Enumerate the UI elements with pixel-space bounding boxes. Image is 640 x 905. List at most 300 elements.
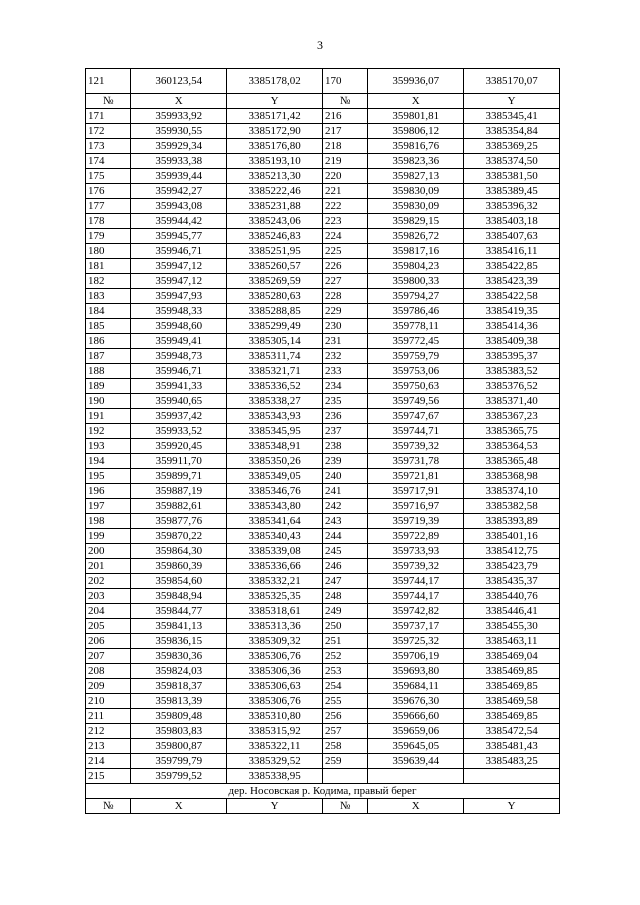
y-coordinate: 3385469,85 [464, 664, 560, 679]
header-x: X [131, 799, 227, 814]
x-coordinate: 359920,45 [131, 439, 227, 454]
x-coordinate: 359948,33 [131, 304, 227, 319]
header-y: Y [227, 799, 323, 814]
point-number: 207 [86, 649, 131, 664]
point-number: 192 [86, 424, 131, 439]
y-coordinate: 3385409,38 [464, 334, 560, 349]
x-coordinate: 359816,76 [368, 139, 464, 154]
point-number: 237 [322, 424, 367, 439]
y-coordinate: 3385412,75 [464, 544, 560, 559]
x-coordinate: 359801,81 [368, 109, 464, 124]
point-number: 175 [86, 169, 131, 184]
point-number: 203 [86, 589, 131, 604]
point-number: 172 [86, 124, 131, 139]
y-coordinate: 3385382,58 [464, 499, 560, 514]
x-coordinate: 359742,82 [368, 604, 464, 619]
y-coordinate: 3385176,80 [227, 139, 323, 154]
point-number: 238 [322, 439, 367, 454]
point-number: 259 [322, 754, 367, 769]
x-coordinate: 359946,71 [131, 364, 227, 379]
x-coordinate: 359639,44 [368, 754, 464, 769]
x-coordinate: 359827,13 [368, 169, 464, 184]
x-coordinate: 359848,94 [131, 589, 227, 604]
table-row [86, 349, 560, 364]
table-row [86, 289, 560, 304]
y-coordinate: 3385222,46 [227, 184, 323, 199]
y-coordinate: 3385374,10 [464, 484, 560, 499]
y-coordinate: 3385469,58 [464, 694, 560, 709]
y-coordinate: 3385269,59 [227, 274, 323, 289]
table-header-row [86, 94, 560, 109]
x-coordinate: 359717,91 [368, 484, 464, 499]
point-number: 190 [86, 394, 131, 409]
point-number: 216 [322, 109, 367, 124]
point-number: 257 [322, 724, 367, 739]
point-number: 245 [322, 544, 367, 559]
table-row [86, 679, 560, 694]
point-number: 233 [322, 364, 367, 379]
y-coordinate: 3385423,79 [464, 559, 560, 574]
y-coordinate: 3385481,43 [464, 739, 560, 754]
x-coordinate: 359719,39 [368, 514, 464, 529]
point-number: 230 [322, 319, 367, 334]
x-coordinate: 359948,73 [131, 349, 227, 364]
point-number: 183 [86, 289, 131, 304]
table-row [86, 139, 560, 154]
x-coordinate: 359747,67 [368, 409, 464, 424]
point-number: 222 [322, 199, 367, 214]
x-coordinate: 359772,45 [368, 334, 464, 349]
x-coordinate: 359841,13 [131, 619, 227, 634]
point-number: 242 [322, 499, 367, 514]
y-coordinate: 3385339,08 [227, 544, 323, 559]
x-coordinate: 359882,61 [131, 499, 227, 514]
table-row [86, 499, 560, 514]
y-coordinate: 3385251,95 [227, 244, 323, 259]
x-coordinate: 359899,71 [131, 469, 227, 484]
table-row [86, 454, 560, 469]
x-coordinate: 359823,36 [368, 154, 464, 169]
table-row [86, 604, 560, 619]
table-row [86, 649, 560, 664]
table-row [86, 364, 560, 379]
table-row [86, 409, 560, 424]
x-coordinate: 359887,19 [131, 484, 227, 499]
y-coordinate: 3385280,63 [227, 289, 323, 304]
point-number: 228 [322, 289, 367, 304]
point-number: 236 [322, 409, 367, 424]
point-number: 176 [86, 184, 131, 199]
point-number: 189 [86, 379, 131, 394]
y-coordinate: 3385349,05 [227, 469, 323, 484]
y-coordinate: 3385325,35 [227, 589, 323, 604]
y-coordinate: 3385403,18 [464, 214, 560, 229]
x-coordinate: 359725,32 [368, 634, 464, 649]
y-coordinate: 3385171,42 [227, 109, 323, 124]
x-coordinate: 359911,70 [131, 454, 227, 469]
table-footer-header-row [86, 799, 560, 814]
y-coordinate: 3385419,35 [464, 304, 560, 319]
table-row [86, 559, 560, 574]
point-number: 249 [322, 604, 367, 619]
y-coordinate: 3385407,63 [464, 229, 560, 244]
y-coordinate: 3385310,80 [227, 709, 323, 724]
table-row [86, 244, 560, 259]
y-coordinate: 3385414,36 [464, 319, 560, 334]
x-coordinate: 359759,79 [368, 349, 464, 364]
coordinates-table [85, 68, 560, 814]
y-coordinate: 3385393,89 [464, 514, 560, 529]
x-coordinate: 359744,17 [368, 589, 464, 604]
table-row [86, 469, 560, 484]
point-number: 254 [322, 679, 367, 694]
y-coordinate: 3385389,45 [464, 184, 560, 199]
y-coordinate: 3385332,21 [227, 574, 323, 589]
table-row [86, 544, 560, 559]
y-coordinate: 3385345,41 [464, 109, 560, 124]
y-coordinate: 3385354,84 [464, 124, 560, 139]
point-number: 235 [322, 394, 367, 409]
y-coordinate: 3385396,32 [464, 199, 560, 214]
x-coordinate: 359945,77 [131, 229, 227, 244]
point-number: 231 [322, 334, 367, 349]
point-number: 258 [322, 739, 367, 754]
y-coordinate: 3385305,14 [227, 334, 323, 349]
x-coordinate: 359948,60 [131, 319, 227, 334]
point-number: 252 [322, 649, 367, 664]
x-coordinate: 359946,71 [131, 244, 227, 259]
x-coordinate: 359933,92 [131, 109, 227, 124]
y-coordinate: 3385446,41 [464, 604, 560, 619]
table-row [86, 619, 560, 634]
header-y: Y [227, 94, 323, 109]
point-number: 196 [86, 484, 131, 499]
x-coordinate: 359933,38 [131, 154, 227, 169]
y-coordinate: 3385246,83 [227, 229, 323, 244]
y-coordinate: 3385381,50 [464, 169, 560, 184]
x-coordinate: 359666,60 [368, 709, 464, 724]
x-coordinate: 359844,77 [131, 604, 227, 619]
point-number: 173 [86, 139, 131, 154]
y-coordinate: 3385311,74 [227, 349, 323, 364]
table-row [86, 274, 560, 289]
table-row [86, 769, 560, 784]
y-coordinate: 3385472,54 [464, 724, 560, 739]
y-coordinate: 3385340,43 [227, 529, 323, 544]
x-coordinate: 359744,71 [368, 424, 464, 439]
y-coordinate: 3385243,06 [227, 214, 323, 229]
y-coordinate: 3385170,07 [464, 69, 560, 94]
x-coordinate: 359750,63 [368, 379, 464, 394]
point-number: 225 [322, 244, 367, 259]
y-coordinate: 3385336,52 [227, 379, 323, 394]
table-row [86, 184, 560, 199]
x-coordinate: 359947,93 [131, 289, 227, 304]
point-number: 232 [322, 349, 367, 364]
table-row [86, 169, 560, 184]
point-number: 170 [322, 69, 367, 94]
y-coordinate: 3385306,76 [227, 649, 323, 664]
y-coordinate: 3385288,85 [227, 304, 323, 319]
point-number: 171 [86, 109, 131, 124]
table-row [86, 229, 560, 244]
table-row [86, 109, 560, 124]
table-row [86, 664, 560, 679]
x-coordinate: 359799,52 [131, 769, 227, 784]
page-number: 3 [317, 38, 323, 52]
table-row [86, 424, 560, 439]
x-coordinate: 359939,44 [131, 169, 227, 184]
y-coordinate: 3385416,11 [464, 244, 560, 259]
x-coordinate: 359947,12 [131, 274, 227, 289]
point-number: 121 [86, 69, 131, 94]
point-number: 253 [322, 664, 367, 679]
y-coordinate: 3385322,11 [227, 739, 323, 754]
point-number: 187 [86, 349, 131, 364]
x-coordinate: 359800,33 [368, 274, 464, 289]
x-coordinate: 359722,89 [368, 529, 464, 544]
header-number: № [322, 94, 367, 109]
x-coordinate: 359659,06 [368, 724, 464, 739]
table-row [86, 754, 560, 769]
y-coordinate: 3385368,98 [464, 469, 560, 484]
x-coordinate: 360123,54 [131, 69, 227, 94]
point-number: 200 [86, 544, 131, 559]
point-number: 188 [86, 364, 131, 379]
x-coordinate: 359944,42 [131, 214, 227, 229]
table-row [86, 319, 560, 334]
point-number: 243 [322, 514, 367, 529]
y-coordinate: 3385367,23 [464, 409, 560, 424]
y-coordinate: 3385329,52 [227, 754, 323, 769]
x-coordinate: 359817,16 [368, 244, 464, 259]
y-coordinate: 3385345,95 [227, 424, 323, 439]
table-row [86, 439, 560, 454]
x-coordinate [368, 769, 464, 784]
point-number: 218 [322, 139, 367, 154]
point-number: 177 [86, 199, 131, 214]
y-coordinate: 3385313,36 [227, 619, 323, 634]
x-coordinate: 359929,34 [131, 139, 227, 154]
point-number: 221 [322, 184, 367, 199]
table-row [86, 529, 560, 544]
x-coordinate: 359737,17 [368, 619, 464, 634]
y-coordinate: 3385365,75 [464, 424, 560, 439]
point-number: 229 [322, 304, 367, 319]
point-number: 208 [86, 664, 131, 679]
x-coordinate: 359836,15 [131, 634, 227, 649]
point-number: 195 [86, 469, 131, 484]
point-number: 205 [86, 619, 131, 634]
point-number: 248 [322, 589, 367, 604]
table-row [86, 394, 560, 409]
point-number: 211 [86, 709, 131, 724]
point-number: 255 [322, 694, 367, 709]
x-coordinate: 359830,09 [368, 199, 464, 214]
table-row [86, 304, 560, 319]
point-number: 250 [322, 619, 367, 634]
y-coordinate: 3385231,88 [227, 199, 323, 214]
x-coordinate: 359870,22 [131, 529, 227, 544]
table-row [86, 724, 560, 739]
y-coordinate: 3385455,30 [464, 619, 560, 634]
x-coordinate: 359864,30 [131, 544, 227, 559]
x-coordinate: 359778,11 [368, 319, 464, 334]
point-number: 219 [322, 154, 367, 169]
header-number: № [86, 94, 131, 109]
x-coordinate: 359799,79 [131, 754, 227, 769]
x-coordinate: 359733,93 [368, 544, 464, 559]
header-y: Y [464, 94, 560, 109]
point-number: 214 [86, 754, 131, 769]
header-number: № [86, 799, 131, 814]
y-coordinate: 3385338,95 [227, 769, 323, 784]
point-number: 246 [322, 559, 367, 574]
point-number: 206 [86, 634, 131, 649]
x-coordinate: 359877,76 [131, 514, 227, 529]
x-coordinate: 359645,05 [368, 739, 464, 754]
section-title: дер. Носовская р. Кодима, правый берег [86, 784, 560, 799]
point-number: 256 [322, 709, 367, 724]
point-number: 223 [322, 214, 367, 229]
point-number [322, 769, 367, 784]
y-coordinate: 3385213,30 [227, 169, 323, 184]
header-x: X [368, 94, 464, 109]
y-coordinate: 3385435,37 [464, 574, 560, 589]
x-coordinate: 359684,11 [368, 679, 464, 694]
y-coordinate: 3385315,92 [227, 724, 323, 739]
x-coordinate: 359676,30 [368, 694, 464, 709]
y-coordinate: 3385469,85 [464, 709, 560, 724]
y-coordinate: 3385343,80 [227, 499, 323, 514]
point-number: 181 [86, 259, 131, 274]
y-coordinate: 3385260,57 [227, 259, 323, 274]
point-number: 234 [322, 379, 367, 394]
point-number: 191 [86, 409, 131, 424]
y-coordinate: 3385306,76 [227, 694, 323, 709]
x-coordinate: 359933,52 [131, 424, 227, 439]
y-coordinate: 3385348,91 [227, 439, 323, 454]
point-number: 241 [322, 484, 367, 499]
point-number: 227 [322, 274, 367, 289]
x-coordinate: 359941,33 [131, 379, 227, 394]
y-coordinate: 3385343,93 [227, 409, 323, 424]
point-number: 215 [86, 769, 131, 784]
y-coordinate: 3385423,39 [464, 274, 560, 289]
y-coordinate: 3385364,53 [464, 439, 560, 454]
x-coordinate: 359830,09 [368, 184, 464, 199]
x-coordinate: 359860,39 [131, 559, 227, 574]
y-coordinate: 3385374,50 [464, 154, 560, 169]
x-coordinate: 359829,15 [368, 214, 464, 229]
point-number: 209 [86, 679, 131, 694]
header-x: X [368, 799, 464, 814]
x-coordinate: 359949,41 [131, 334, 227, 349]
x-coordinate: 359804,23 [368, 259, 464, 274]
section-row [86, 784, 560, 799]
header-y: Y [464, 799, 560, 814]
point-number: 194 [86, 454, 131, 469]
y-coordinate: 3385383,52 [464, 364, 560, 379]
y-coordinate: 3385346,76 [227, 484, 323, 499]
x-coordinate: 359813,39 [131, 694, 227, 709]
point-number: 239 [322, 454, 367, 469]
point-number: 198 [86, 514, 131, 529]
y-coordinate: 3385463,11 [464, 634, 560, 649]
x-coordinate: 359942,27 [131, 184, 227, 199]
x-coordinate: 359800,87 [131, 739, 227, 754]
table-row [86, 694, 560, 709]
point-number: 174 [86, 154, 131, 169]
point-number: 186 [86, 334, 131, 349]
x-coordinate: 359818,37 [131, 679, 227, 694]
point-number: 201 [86, 559, 131, 574]
y-coordinate: 3385369,25 [464, 139, 560, 154]
y-coordinate: 3385306,63 [227, 679, 323, 694]
y-coordinate: 3385299,49 [227, 319, 323, 334]
x-coordinate: 359693,80 [368, 664, 464, 679]
x-coordinate: 359706,19 [368, 649, 464, 664]
point-number: 180 [86, 244, 131, 259]
y-coordinate: 3385422,85 [464, 259, 560, 274]
y-coordinate: 3385321,71 [227, 364, 323, 379]
point-number: 251 [322, 634, 367, 649]
point-number: 197 [86, 499, 131, 514]
y-coordinate: 3385483,25 [464, 754, 560, 769]
x-coordinate: 359826,72 [368, 229, 464, 244]
y-coordinate: 3385440,76 [464, 589, 560, 604]
point-number: 212 [86, 724, 131, 739]
y-coordinate: 3385193,10 [227, 154, 323, 169]
x-coordinate: 359786,46 [368, 304, 464, 319]
y-coordinate [464, 769, 560, 784]
y-coordinate: 3385318,61 [227, 604, 323, 619]
y-coordinate: 3385341,64 [227, 514, 323, 529]
point-number: 224 [322, 229, 367, 244]
x-coordinate: 359806,12 [368, 124, 464, 139]
table-row [86, 379, 560, 394]
y-coordinate: 3385309,32 [227, 634, 323, 649]
point-number: 182 [86, 274, 131, 289]
point-number: 185 [86, 319, 131, 334]
point-number: 199 [86, 529, 131, 544]
y-coordinate: 3385371,40 [464, 394, 560, 409]
x-coordinate: 359739,32 [368, 559, 464, 574]
y-coordinate: 3385401,16 [464, 529, 560, 544]
point-number: 217 [322, 124, 367, 139]
point-number: 247 [322, 574, 367, 589]
y-coordinate: 3385350,26 [227, 454, 323, 469]
table-row [86, 574, 560, 589]
point-number: 210 [86, 694, 131, 709]
x-coordinate: 359937,42 [131, 409, 227, 424]
y-coordinate: 3385338,27 [227, 394, 323, 409]
x-coordinate: 359744,17 [368, 574, 464, 589]
x-coordinate: 359739,32 [368, 439, 464, 454]
point-number: 204 [86, 604, 131, 619]
x-coordinate: 359830,36 [131, 649, 227, 664]
x-coordinate: 359731,78 [368, 454, 464, 469]
point-number: 226 [322, 259, 367, 274]
point-number: 220 [322, 169, 367, 184]
x-coordinate: 359936,07 [368, 69, 464, 94]
y-coordinate: 3385306,36 [227, 664, 323, 679]
table-row [86, 589, 560, 604]
x-coordinate: 359749,56 [368, 394, 464, 409]
table-row [86, 154, 560, 169]
y-coordinate: 3385395,37 [464, 349, 560, 364]
table-row [86, 199, 560, 214]
